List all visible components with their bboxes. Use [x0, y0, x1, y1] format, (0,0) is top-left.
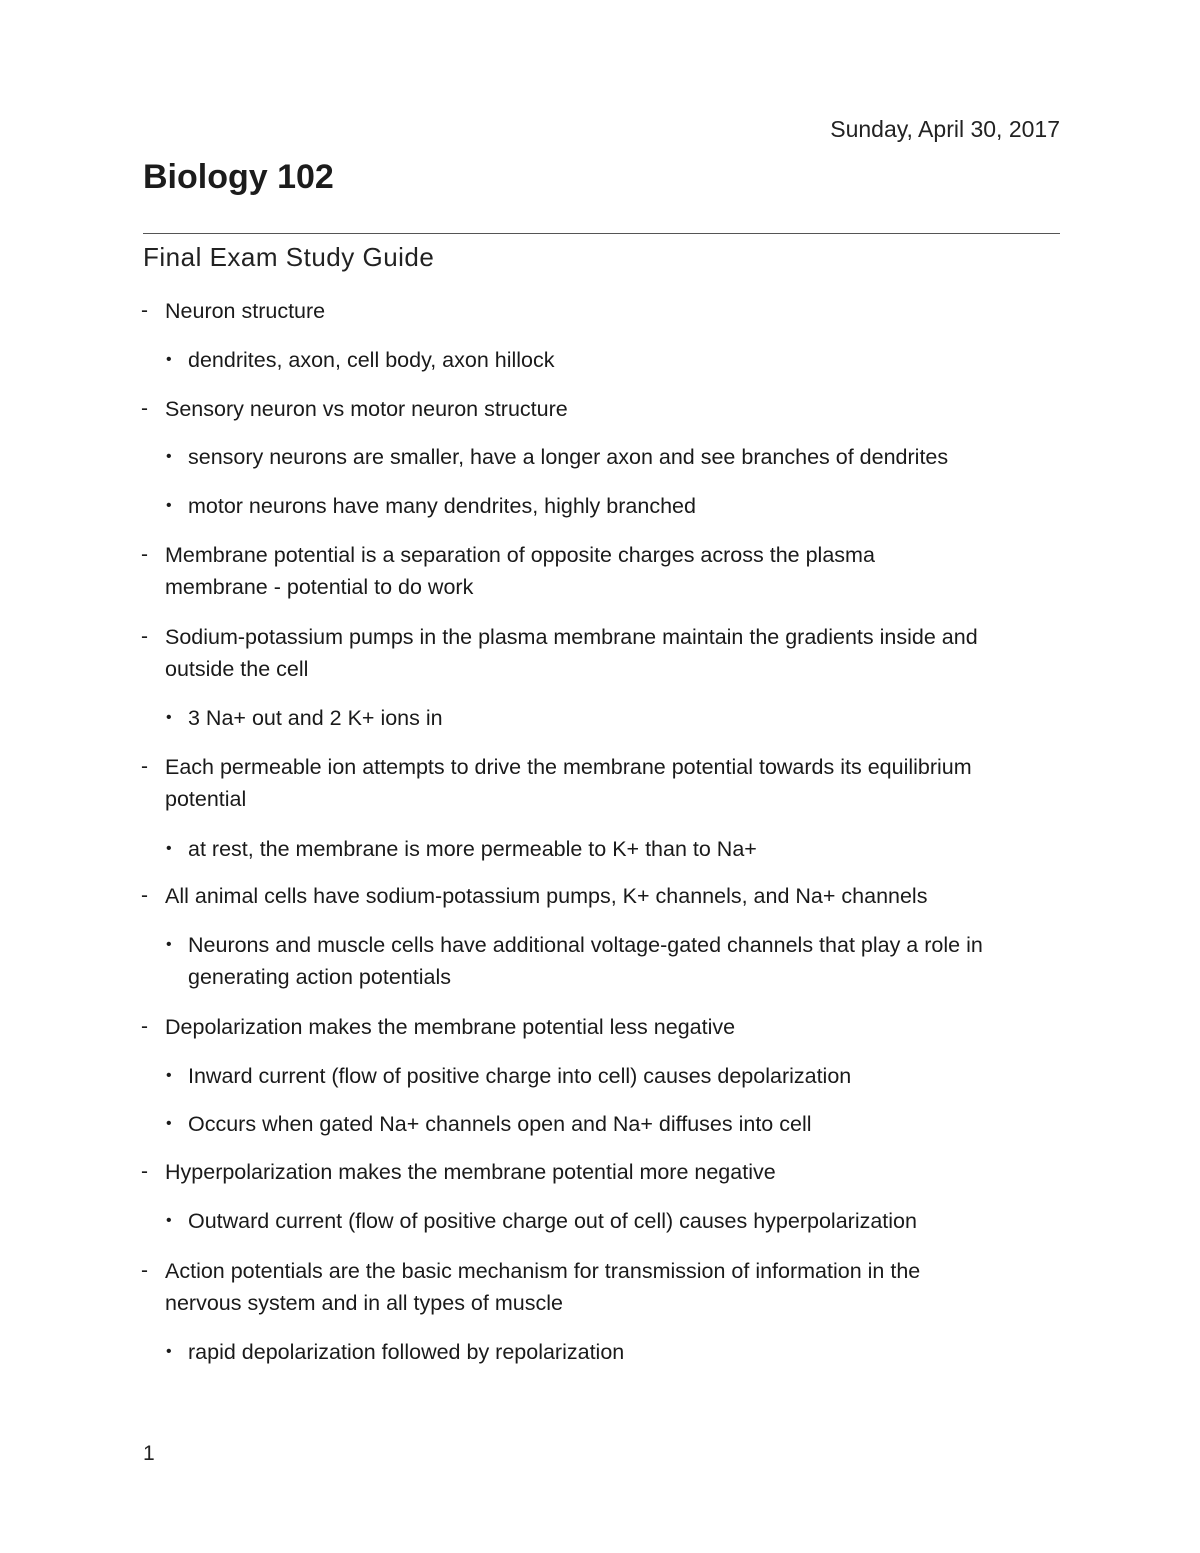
document-date: Sunday, April 30, 2017	[830, 116, 1060, 142]
dash-marker: -	[141, 884, 148, 907]
item-line: Depolarization makes the membrane potential less negative	[165, 1015, 736, 1039]
item-line: Membrane potential is a separation of opposite charges across the plasma	[165, 543, 875, 567]
outline-subitem	[188, 344, 1068, 376]
item-line: Neurons and muscle cells have additional voltage-gated channels that play a role in	[188, 933, 983, 957]
outline-subitem	[188, 1060, 1068, 1092]
outline-item	[165, 1255, 1065, 1319]
outline-item	[165, 751, 1065, 815]
outline-item	[165, 1156, 1065, 1188]
bullet-marker: •	[166, 1212, 172, 1229]
bullet-marker: •	[166, 1115, 172, 1132]
item-line: potential	[165, 787, 247, 811]
item-line: membrane - potential to do work	[165, 575, 474, 599]
outline-item	[165, 539, 1065, 603]
item-line: Sensory neuron vs motor neuron structure	[165, 397, 568, 421]
dash-marker: -	[141, 1160, 148, 1183]
item-line: motor neurons have many dendrites, highly branched	[188, 494, 696, 518]
item-line: Action potentials are the basic mechanism for transmission of information in the	[165, 1259, 921, 1283]
dash-marker: -	[141, 755, 148, 778]
document-title: Biology 102	[143, 158, 334, 196]
bullet-marker: •	[166, 497, 172, 514]
item-line: generating action potentials	[188, 965, 451, 989]
bullet-marker: •	[166, 936, 172, 953]
outline-subitem	[188, 1108, 1068, 1140]
item-line: outside the cell	[165, 657, 309, 681]
item-line: Each permeable ion attempts to drive the membrane potential towards its equilibrium	[165, 755, 972, 779]
item-line: dendrites, axon, cell body, axon hillock	[188, 348, 555, 372]
outline-item	[165, 393, 1065, 425]
dash-marker: -	[141, 397, 148, 420]
outline-item	[165, 295, 1065, 327]
bullet-marker: •	[166, 351, 172, 368]
title-divider	[143, 233, 1060, 234]
dash-marker: -	[141, 625, 148, 648]
outline-subitem	[188, 1205, 1068, 1237]
outline-subitem	[188, 1336, 1068, 1368]
outline-item	[165, 880, 1065, 912]
outline-subitem	[188, 929, 1068, 993]
document-subtitle: Final Exam Study Guide	[143, 242, 435, 272]
item-line: Sodium-potassium pumps in the plasma membrane maintain the gradients inside and	[165, 625, 978, 649]
item-line: All animal cells have sodium-potassium pumps, K+ channels, and Na+ channels	[165, 884, 928, 908]
item-line: 3 Na+ out and 2 K+ ions in	[188, 706, 443, 730]
dash-marker: -	[141, 543, 148, 566]
page-number: 1	[143, 1442, 155, 1465]
outline-subitem	[188, 441, 1068, 473]
dash-marker: -	[141, 1015, 148, 1038]
bullet-marker: •	[166, 448, 172, 465]
item-line: Occurs when gated Na+ channels open and Na+ diffuses into cell	[188, 1112, 812, 1136]
outline-subitem	[188, 702, 1068, 734]
outline-subitem	[188, 833, 1068, 865]
outline-item	[165, 621, 1065, 685]
item-line: at rest, the membrane is more permeable to K+ than to Na+	[188, 837, 757, 861]
outline-item	[165, 1011, 1065, 1043]
bullet-marker: •	[166, 840, 172, 857]
outline-subitem	[188, 490, 1068, 522]
item-line: Inward current (flow of positive charge into cell) causes depolarization	[188, 1064, 852, 1088]
item-line: Neuron structure	[165, 299, 326, 323]
dash-marker: -	[141, 299, 148, 322]
dash-marker: -	[141, 1259, 148, 1282]
bullet-marker: •	[166, 1067, 172, 1084]
item-line: nervous system and in all types of muscle	[165, 1291, 563, 1315]
bullet-marker: •	[166, 1343, 172, 1360]
item-line: sensory neurons are smaller, have a longer axon and see branches of dendrites	[188, 445, 949, 469]
item-line: rapid depolarization followed by repolarization	[188, 1340, 625, 1364]
item-line: Outward current (flow of positive charge out of cell) causes hyperpolarization	[188, 1209, 917, 1233]
bullet-marker: •	[166, 709, 172, 726]
item-line: Hyperpolarization makes the membrane potential more negative	[165, 1160, 776, 1184]
